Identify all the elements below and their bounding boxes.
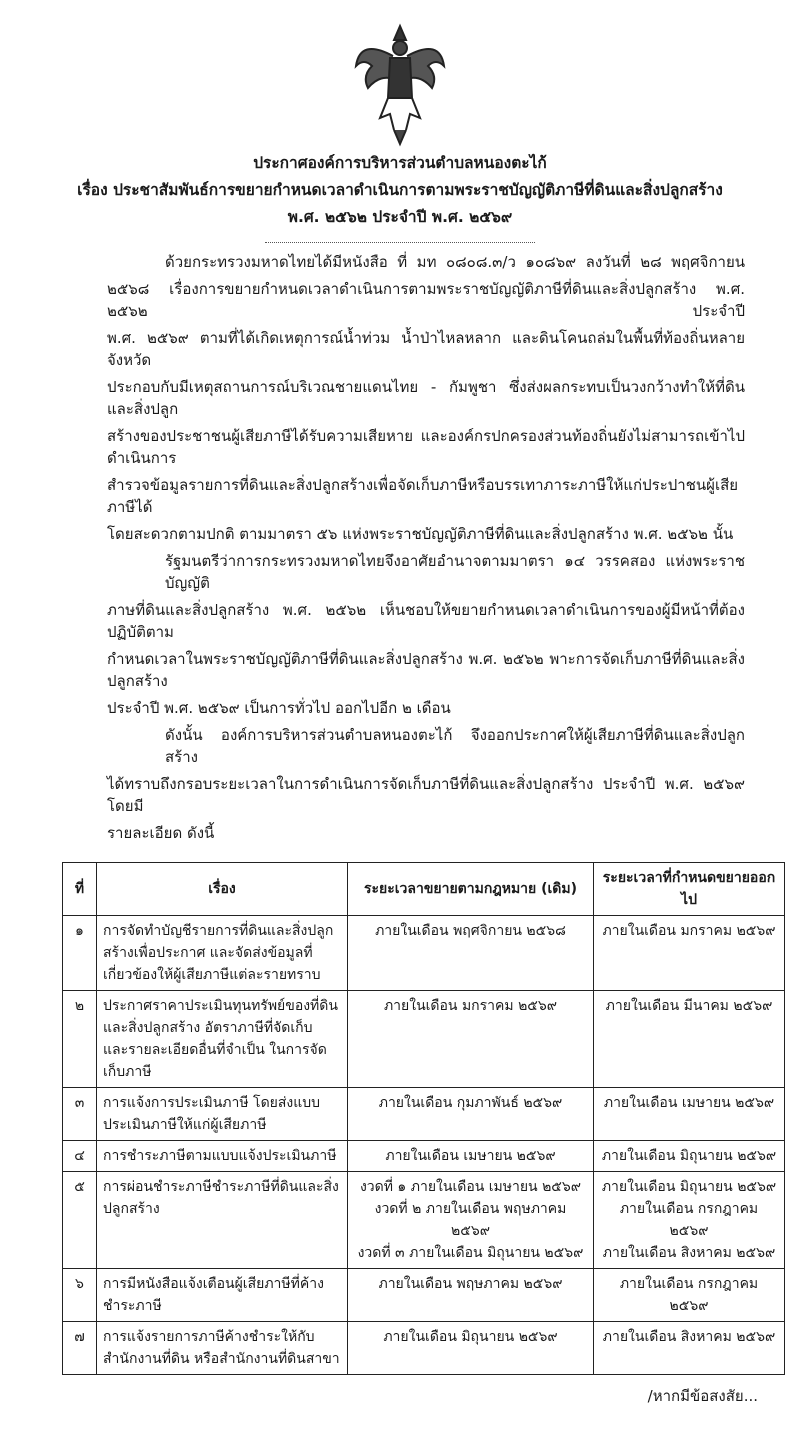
row-subject: การจัดทำบัญชีรายการที่ดินและสิ่งปลูกสร้างเพื่อประกาศ และจัดส่งข้อมูลที่เกี่ยวข้องให้ผู้เสียภาษีแต่ละรายทราบ xyxy=(97,916,348,991)
table-row xyxy=(63,991,785,1088)
row-number: ๖ xyxy=(63,1269,97,1322)
table-row xyxy=(63,1322,785,1375)
row-original-period: งวดที่ ๑ ภายในเดือน เมษายน ๒๕๖๙ งวดที่ ๒ ภายในเดือน พฤษภาคม ๒๕๖๙ งวดที่ ๓ ภายในเดือน มิถุนายน ๒๕๖๙ xyxy=(348,1172,594,1269)
paragraph-1-line: สร้างของประชาชนผู้เสียภาษีได้รับความเสียหาย และองค์กรปกครองส่วนท้องถิ่นยังไม่สามารถเข้าไปดำเนินการ xyxy=(107,427,745,467)
row-subject: การมีหนังสือแจ้งเตือนผู้เสียภาษีที่ค้างชำระภาษี xyxy=(97,1269,348,1322)
header-no: ที่ xyxy=(63,863,97,916)
row-number: ๕ xyxy=(63,1172,97,1269)
header-original-period: ระยะเวลาขยายตามกฎหมาย (เดิม) xyxy=(348,863,594,916)
row-original-period: ภายในเดือน มิถุนายน ๒๕๖๙ xyxy=(348,1322,594,1375)
row-subject: การแจ้งการประเมินภาษี โดยส่งแบบประเมินภาษีให้แก่ผู้เสียภาษี xyxy=(97,1088,348,1141)
row-number: ๒ xyxy=(63,991,97,1088)
row-original-period: ภายในเดือน เมษายน ๒๕๖๙ xyxy=(348,1141,594,1172)
paragraph-1-line: สำรวจข้อมูลรายการที่ดินและสิ่งปลูกสร้างเพื่อจัดเก็บภาษีหรือบรรเทาภาระภาษีให้แก่ประปาชนผู้เสียภาษีได้ xyxy=(107,476,739,516)
continued-note: /หากมีข้อสงสัย... xyxy=(647,1387,758,1405)
table-row xyxy=(63,1172,785,1269)
schedule-table xyxy=(62,862,785,1375)
title-block xyxy=(16,152,784,228)
row-original-period: ภายในเดือน พฤศจิกายน ๒๕๖๘ xyxy=(348,916,594,991)
table-row xyxy=(63,1088,785,1141)
header-extended-period: ระยะเวลาที่กำหนดขยายออกไป xyxy=(594,863,785,916)
body-text xyxy=(107,251,745,844)
paragraph-2-line: รัฐมนตรีว่าการกระทรวงมหาดไทยจึงอาศัยอำนาจตามมาตรา ๑๔ วรรคสอง แห่งพระราชบัญญัติ xyxy=(165,552,745,592)
table-row xyxy=(63,1269,785,1322)
header-subject: เรื่อง xyxy=(97,863,348,916)
row-number: ๗ xyxy=(63,1322,97,1375)
paragraph-1-line: โดยสะดวกตามปกติ ตามมาตรา ๕๖ แห่งพระราชบัญญัติภาษีที่ดินและสิ่งปลูกสร้าง พ.ศ. ๒๕๖๒ นั้น xyxy=(107,525,734,543)
paragraph-1-line: พ.ศ. ๒๕๖๙ ตามที่ได้เกิดเหตุการณ์น้ำท่วม น้ำป่าไหลหลาก และดินโคนถล่มในพื้นที่ท้องถิ่นหลายจังหวัด xyxy=(107,329,745,369)
row-number: ๑ xyxy=(63,916,97,991)
row-original-period: ภายในเดือน พฤษภาคม ๒๕๖๙ xyxy=(348,1269,594,1322)
title-divider xyxy=(265,242,535,243)
paragraph-3-line: รายละเอียด ดังนี้ xyxy=(107,824,215,842)
paragraph-3-line: ดังนั้น องค์การบริหารส่วนตำบลหนองตะไก้ จึงออกประกาศให้ผู้เสียภาษีที่ดินและสิ่งปลูกสร้าง xyxy=(165,726,745,766)
table-row xyxy=(63,916,785,991)
row-extended-period: ภายในเดือน เมษายน ๒๕๖๙ xyxy=(594,1088,785,1141)
paragraph-3-line: ได้ทราบถึงกรอบระยะเวลาในการดำเนินการจัดเก็บภาษีที่ดินและสิ่งปลูกสร้าง ประจำปี พ.ศ. ๒๕๖๙ โดยมี xyxy=(107,775,745,815)
paragraph-1-line: ประกอบกับมีเหตุสถานการณ์บริเวณชายแดนไทย - กัมพูชา ซึ่งส่งผลกระทบเป็นวงกว้างทำให้ที่ดินและสิ่งปลูก xyxy=(107,378,745,418)
paragraph-1-line: ด้วยกระทรวงมหาดไทยได้มีหนังสือ ที่ มท ๐๘๐๘.๓/ว ๑๐๘๖๙ ลงวันที่ ๒๘ พฤศจิกายน xyxy=(165,253,745,271)
row-extended-period: ภายในเดือน มิถุนายน ๒๕๖๙ xyxy=(594,1141,785,1172)
row-subject: ประกาศราคาประเมินทุนทรัพย์ของที่ดินและสิ่งปลูกสร้าง อัตราภาษีที่จัดเก็บ และรายละเอียดอื่นที่จำเป็น ในการจัดเก็บภาษี xyxy=(97,991,348,1088)
row-extended-period: ภายในเดือน มิถุนายน ๒๕๖๙ ภายในเดือน กรกฎาคม ๒๕๖๙ ภายในเดือน สิงหาคม ๒๕๖๙ xyxy=(594,1172,785,1269)
row-extended-period: ภายในเดือน มีนาคม ๒๕๖๙ xyxy=(594,991,785,1088)
row-original-period: ภายในเดือน กุมภาพันธ์ ๒๕๖๙ xyxy=(348,1088,594,1141)
table-header-row xyxy=(63,863,785,916)
row-number: ๓ xyxy=(63,1088,97,1141)
table-row xyxy=(63,1141,785,1172)
paragraph-2-line: กำหนดเวลาในพระราชบัญญัติภาษีที่ดินและสิ่งปลูกสร้าง พ.ศ. ๒๕๖๒ พาะการจัดเก็บภาษีที่ดินและสิ่งปลูกสร้าง xyxy=(107,650,745,690)
row-subject: การชำระภาษีตามแบบแจ้งประเมินภาษี xyxy=(97,1141,348,1172)
paragraph-1-line: ๒๕๖๘ เรื่องการขยายกำหนดเวลาดำเนินการตามพระราชบัญญัติภาษีที่ดินและสิ่งปลูกสร้าง พ.ศ. ๒๕๖๒ ประจำปี xyxy=(107,280,745,320)
row-extended-period: ภายในเดือน มกราคม ๒๕๖๙ xyxy=(594,916,785,991)
paragraph-2-line: ภาษที่ดินและสิ่งปลูกสร้าง พ.ศ. ๒๕๖๒ เห็นชอบให้ขยายกำหนดเวลาดำเนินการของผู้มีหน้าที่ต้องปฏิบัติตาม xyxy=(107,601,745,641)
row-original-period: ภายในเดือน มกราคม ๒๕๖๙ xyxy=(348,991,594,1088)
garuda-emblem xyxy=(350,18,450,148)
row-subject: การผ่อนชำระภาษีชำระภาษีที่ดินและสิ่งปลูกสร้าง xyxy=(97,1172,348,1269)
row-number: ๔ xyxy=(63,1141,97,1172)
paragraph-2-line: ประจำปี พ.ศ. ๒๕๖๙ เป็นการทั่วไป ออกไปอีก ๒ เดือน xyxy=(107,699,451,717)
row-extended-period: ภายในเดือน สิงหาคม ๒๕๖๙ xyxy=(594,1322,785,1375)
subject-title: เรื่อง ประชาสัมพันธ์การขยายกำหนดเวลาดำเนินการตามพระราชบัญญัติภาษีที่ดินและสิ่งปลูกสร้าง xyxy=(77,181,723,199)
announcement-title: ประกาศองค์การบริหารส่วนตำบลหนองตะไก้ xyxy=(253,154,547,172)
row-extended-period: ภายในเดือน กรกฎาคม ๒๕๖๙ xyxy=(594,1269,785,1322)
subject-year: พ.ศ. ๒๕๖๒ ประจำปี พ.ศ. ๒๕๖๙ xyxy=(287,208,513,226)
row-subject: การแจ้งรายการภาษีค้างชำระให้กับสำนักงานที่ดิน หรือสำนักงานที่ดินสาขา xyxy=(97,1322,348,1375)
